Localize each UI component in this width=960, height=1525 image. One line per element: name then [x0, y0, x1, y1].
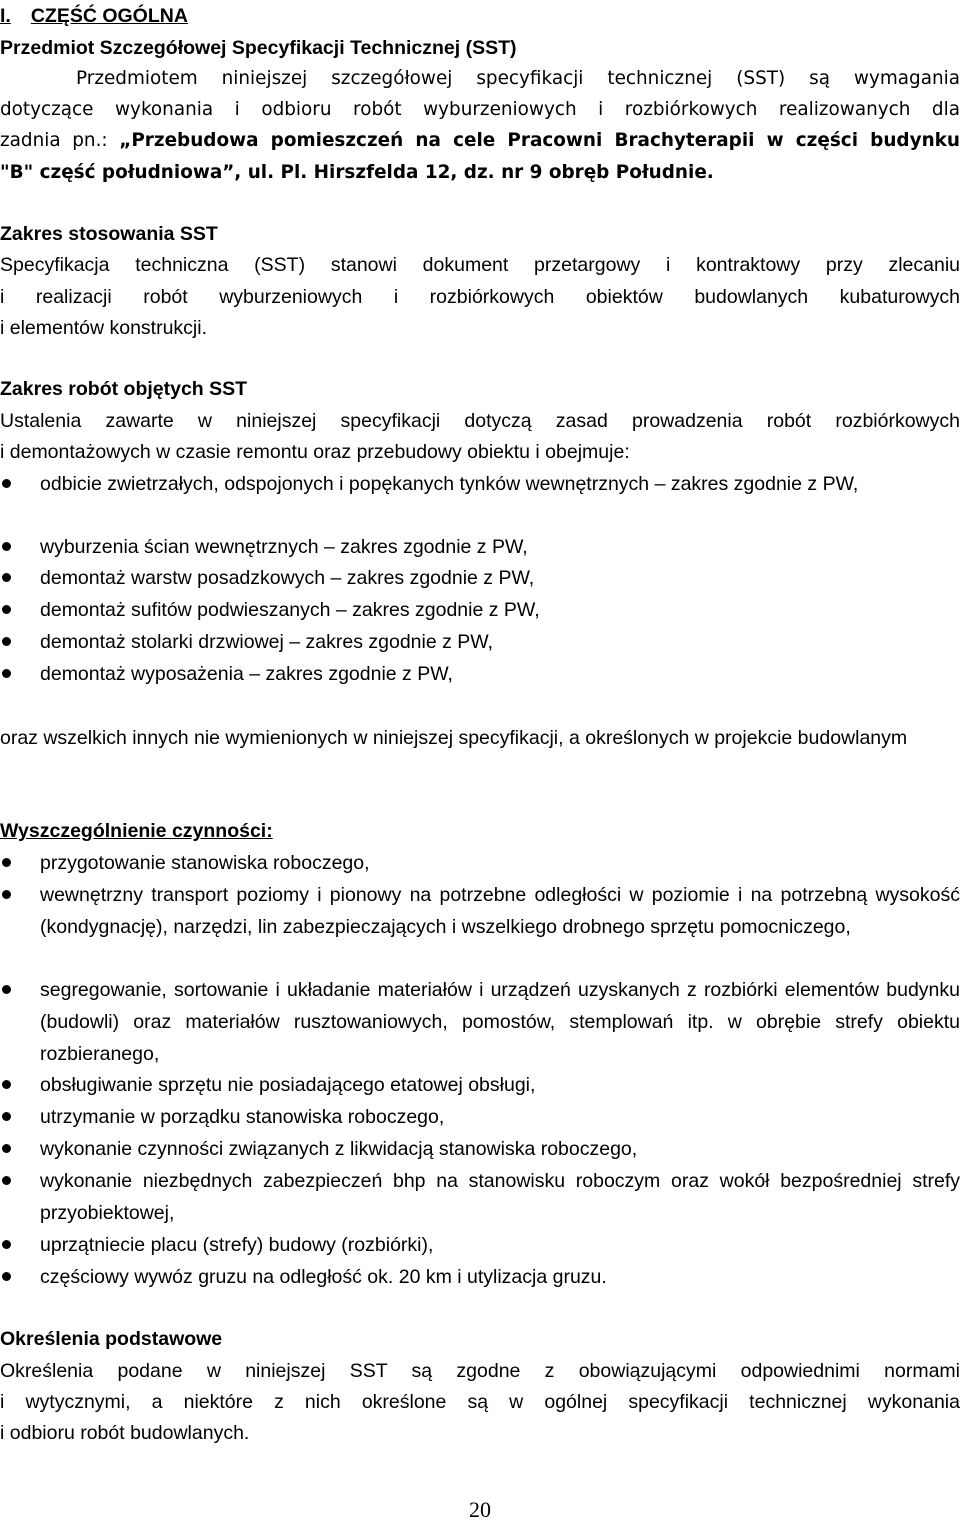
subject-heading: Przedmiot Szczegółowej Specyfikacji Technicznej (SST)	[0, 37, 517, 59]
bullet-icon	[2, 1144, 11, 1153]
scope-use-line-1: Specyfikacja techniczna (SST) stanowi dokument przetargowy i kontraktowy przy zlecaniu	[0, 254, 960, 276]
list-item	[40, 1069, 960, 1101]
list-item-text: demontaż sufitów podwieszanych – zakres zgodnie z PW,	[40, 599, 540, 621]
scope-works-line-1: Ustalenia zawarte w niniejszej specyfikacji dotyczą zasad prowadzenia robót rozbiórkowych	[0, 410, 960, 432]
definitions-heading: Określenia podstawowe	[0, 1328, 223, 1350]
section-number: I.	[0, 5, 11, 27]
activities-heading: Wyszczególnienie czynności:	[0, 820, 273, 842]
list-item-text: segregowanie, sortowanie i układanie materiałów i urządzeń uzyskanych z rozbiórki elementów budynku (budowli) oraz materiałów rusztowaniowych, pomostów, stemplowań itp. w obrębie strefy obiektu rozbieranego,	[40, 979, 960, 1065]
bullet-icon	[2, 1080, 11, 1089]
bullet-icon	[2, 1176, 11, 1185]
bullet-icon	[2, 1112, 11, 1121]
scope-works-closing: oraz wszelkich innych nie wymienionych w niniejszej specyfikacji, a określonych w projekcie budowlanym	[0, 727, 908, 749]
list-item	[40, 658, 960, 690]
list-item	[40, 531, 960, 563]
section-heading	[0, 0, 188, 32]
list-item-text: częściowy wywóz gruzu na odległość ok. 20 km i utylizacja gruzu.	[40, 1266, 607, 1288]
list-item-text: odbicie zwietrzałych, odspojonych i popękanych tynków wewnętrznych – zakres zgodnie z PW,	[40, 473, 859, 495]
list-item	[40, 594, 960, 626]
subject-line-1: Przedmiotem niniejszej szczegółowej specyfikacji technicznej (SST) są wymagania	[76, 68, 960, 89]
list-item	[40, 1261, 960, 1293]
project-title-part-1: „Przebudowa pomieszczeń na cele Pracowni Brachyterapii w części budynku	[119, 130, 960, 151]
list-item-text: uprzątniecie placu (strefy) budowy (rozbiórki),	[40, 1234, 434, 1256]
list-item-text: utrzymanie w porządku stanowiska roboczego,	[40, 1106, 445, 1128]
list-item	[40, 1133, 960, 1165]
list-item-text: wewnętrzny transport poziomy i pionowy na potrzebne odległości w poziomie i na potrzebną wysokość (kondygnację), narzędzi, lin zabezpieczających i wszelkiego drobnego sprzętu pomocniczego,	[40, 884, 960, 938]
bullet-icon	[2, 542, 11, 551]
list-item-text: wykonanie czynności związanych z likwidacją stanowiska roboczego,	[40, 1138, 638, 1160]
scope-works-line-2: i demontażowych w czasie remontu oraz przebudowy obiektu i obejmuje:	[0, 441, 630, 463]
definitions-line-2: i wytycznymi, a niektóre z nich określone są w ogólnej specyfikacji technicznej wykonania	[0, 1391, 960, 1413]
bullet-icon	[2, 479, 11, 488]
section-title: CZĘŚĆ OGÓLNA	[30, 5, 188, 27]
list-item	[40, 974, 960, 1070]
bullet-icon	[2, 890, 11, 899]
list-item	[40, 1101, 960, 1133]
project-title-part-2: "B" część południowa”, ul. Pl. Hirszfelda 12, dz. nr 9 obręb Południe.	[0, 162, 714, 183]
bullet-icon	[2, 858, 11, 867]
subject-line-3-prefix: zadnia pn.:	[0, 130, 120, 151]
scope-use-heading: Zakres stosowania SST	[0, 223, 218, 245]
list-item-text: wykonanie niezbędnych zabezpieczeń bhp na stanowisku roboczym oraz wokół bezpośredniej strefy przyobiektowej,	[40, 1170, 960, 1224]
bullet-icon	[2, 1240, 11, 1249]
bullet-icon	[2, 573, 11, 582]
subject-line-3	[0, 125, 960, 157]
list-item-text: demontaż wyposażenia – zakres zgodnie z PW,	[40, 663, 453, 685]
list-item-text: wyburzenia ścian wewnętrznych – zakres zgodnie z PW,	[40, 536, 528, 558]
list-item-text: obsługiwanie sprzętu nie posiadającego etatowej obsługi,	[40, 1074, 536, 1096]
list-item	[40, 1229, 960, 1261]
list-item-text: demontaż warstw posadzkowych – zakres zgodnie z PW,	[40, 567, 535, 589]
scope-use-line-2: i realizacji robót wyburzeniowych i rozbiórkowych obiektów budowlanych kubaturowych	[0, 286, 960, 308]
list-item	[40, 626, 960, 658]
page-number: 20	[469, 1497, 491, 1522]
list-item	[40, 562, 960, 594]
bullet-icon	[2, 669, 11, 678]
bullet-icon	[2, 985, 11, 994]
bullet-icon	[2, 605, 11, 614]
list-item	[40, 879, 960, 943]
list-item-text: przygotowanie stanowiska roboczego,	[40, 852, 370, 874]
definitions-line-3: i odbioru robót budowlanych.	[0, 1422, 250, 1444]
subject-line-2: dotyczące wykonania i odbioru robót wyburzeniowych i rozbiórkowych realizowanych dla	[0, 99, 960, 120]
list-item	[40, 1165, 960, 1229]
bullet-icon	[2, 1272, 11, 1281]
bullet-icon	[2, 637, 11, 646]
scope-works-heading: Zakres robót objętych SST	[0, 378, 248, 400]
list-item	[40, 847, 960, 879]
definitions-line-1: Określenia podane w niniejszej SST są zgodne z obowiązującymi odpowiednimi normami	[0, 1360, 960, 1382]
list-item-text: demontaż stolarki drzwiowej – zakres zgodnie z PW,	[40, 631, 494, 653]
list-item	[40, 468, 960, 500]
scope-use-line-3: i elementów konstrukcji.	[0, 317, 207, 339]
